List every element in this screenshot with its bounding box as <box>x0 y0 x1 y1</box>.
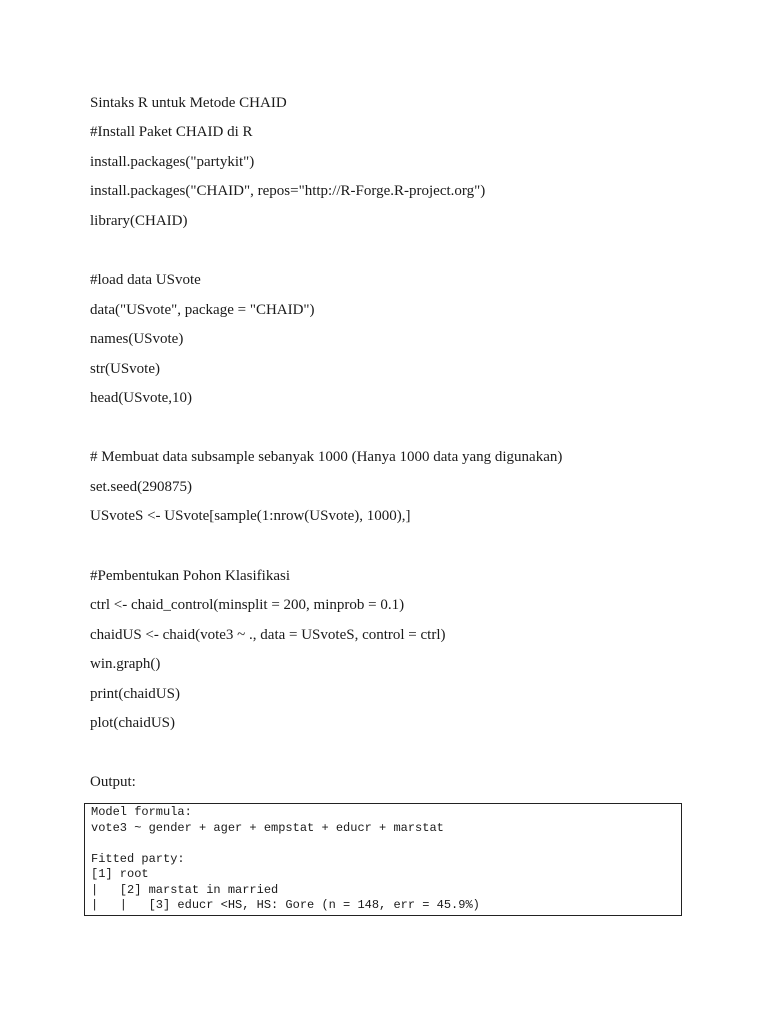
doc-title: Sintaks R untuk Metode CHAID <box>90 95 287 111</box>
code-line: ctrl <- chaid_control(minsplit = 200, minprob = 0.1) <box>90 597 405 613</box>
output-line: Model formula: <box>91 805 192 819</box>
code-line: data("USvote", package = "CHAID") <box>90 302 315 318</box>
code-line: head(USvote,10) <box>90 390 193 406</box>
code-line: str(USvote) <box>90 361 160 377</box>
code-line: print(chaidUS) <box>90 686 180 702</box>
code-line: names(USvote) <box>90 331 184 347</box>
code-line: win.graph() <box>90 656 161 672</box>
code-line: install.packages("partykit") <box>90 154 255 170</box>
output-line: | | [3] educr <HS, HS: Gore (n = 148, err = 45.9%) <box>91 898 480 912</box>
code-comment: # Membuat data subsample sebanyak 1000 (Hanya 1000 data yang digunakan) <box>90 449 563 465</box>
code-line: install.packages("CHAID", repos="http://R-Forge.R-project.org") <box>90 183 486 199</box>
output-line <box>91 836 681 852</box>
code-line: USvoteS <- USvote[sample(1:nrow(USvote), 1000),] <box>90 508 411 524</box>
code-comment: #load data USvote <box>90 272 201 288</box>
output-line: vote3 ~ gender + ager + empstat + educr + marstat <box>91 820 444 835</box>
output-box <box>84 803 682 916</box>
code-line: library(CHAID) <box>90 213 188 229</box>
code-line: plot(chaidUS) <box>90 715 175 731</box>
code-line: set.seed(290875) <box>90 479 193 495</box>
output-line: Fitted party: <box>91 851 185 866</box>
output-line: | [2] marstat in married <box>91 882 279 897</box>
code-comment: #Pembentukan Pohon Klasifikasi <box>90 568 290 584</box>
code-line: chaidUS <- chaid(vote3 ~ ., data = USvoteS, control = ctrl) <box>90 627 446 643</box>
output-heading: Output: <box>90 774 136 790</box>
output-line: [1] root <box>91 867 149 881</box>
code-comment: #Install Paket CHAID di R <box>90 124 253 140</box>
